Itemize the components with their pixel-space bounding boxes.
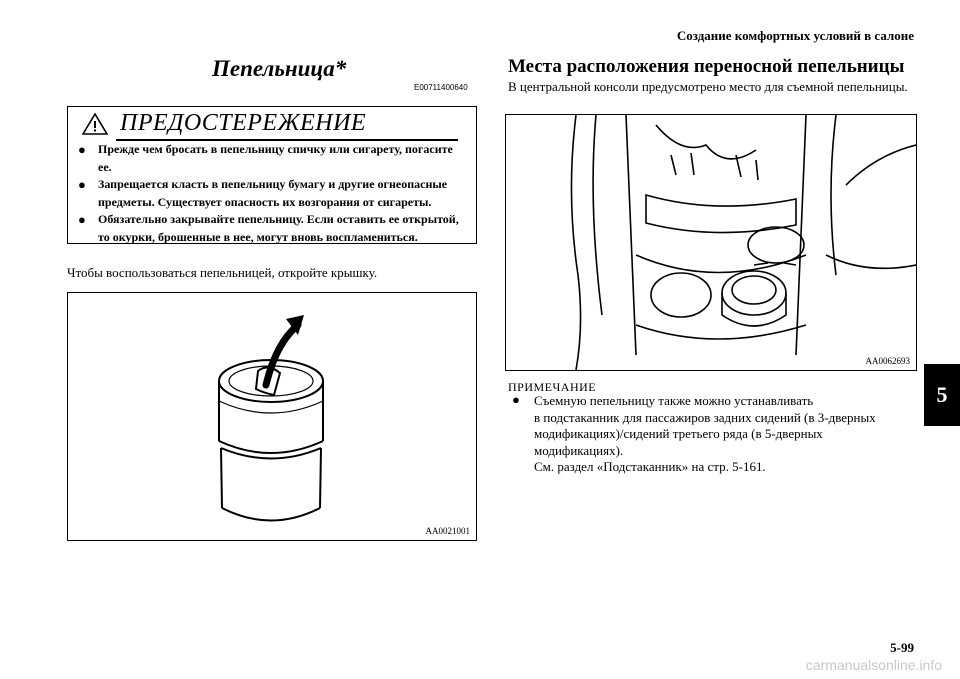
section-header: Создание комфортных условий в салоне <box>676 28 914 43</box>
warning-heading <box>82 110 366 137</box>
bullet-icon: ● <box>78 177 86 192</box>
locations-title: Места расположения переносной пепельницы <box>508 56 905 77</box>
ashtray-title: Пепельница* <box>212 56 347 81</box>
note-label: ПРИМЕЧАНИЕ <box>508 380 597 394</box>
warning-triangle-icon <box>82 112 108 136</box>
bullet-icon: ● <box>512 392 520 407</box>
console-figure <box>505 114 917 371</box>
section-code: E00711400640 <box>414 83 468 92</box>
warning-title: ПРЕДОСТЕРЕЖЕНИЕ <box>120 110 367 136</box>
bullet-icon: ● <box>78 142 86 157</box>
ashtray-instruction: Чтобы воспользоваться пепельницей, откройте крышку. <box>67 265 378 280</box>
figure-code: AA0062693 <box>865 356 910 366</box>
warning-box <box>67 106 477 244</box>
warning-item: ● Запрещается класть в пепельницу бумагу и другие огнеопасные предметы. Существует опасность их возгорания от сигареты. <box>78 177 448 209</box>
chapter-tab: 5 <box>924 364 960 426</box>
console-illustration <box>506 115 916 370</box>
figure-code: AA0021001 <box>425 526 470 536</box>
page-number: 5-99 <box>890 640 914 655</box>
locations-paragraph: В центральной консоли предусмотрено место для съемной пепельницы. <box>508 79 908 94</box>
warning-list <box>74 141 466 246</box>
bullet-icon: ● <box>78 212 86 227</box>
warning-item: ● Обязательно закрывайте пепельницу. Если оставить ее открытой, то окурки, брошенные в нее, могут вновь воспламениться. <box>78 212 459 244</box>
ashtray-figure <box>67 292 477 541</box>
warning-item: ● Прежде чем бросать в пепельницу спичку или сигарету, погасите ее. <box>78 142 453 174</box>
note-text: Съемную пепельницу также можно устанавливать в подстаканник для пассажиров задних сидений (в 3-дверных модификациях)/сидений третьего ряда (в 5-дверных модификациях). См. раздел «Подстаканник» на стр. 5-161. <box>534 393 876 474</box>
watermark: carmanualsonline.info <box>805 657 942 673</box>
ashtray-illustration <box>68 293 476 540</box>
